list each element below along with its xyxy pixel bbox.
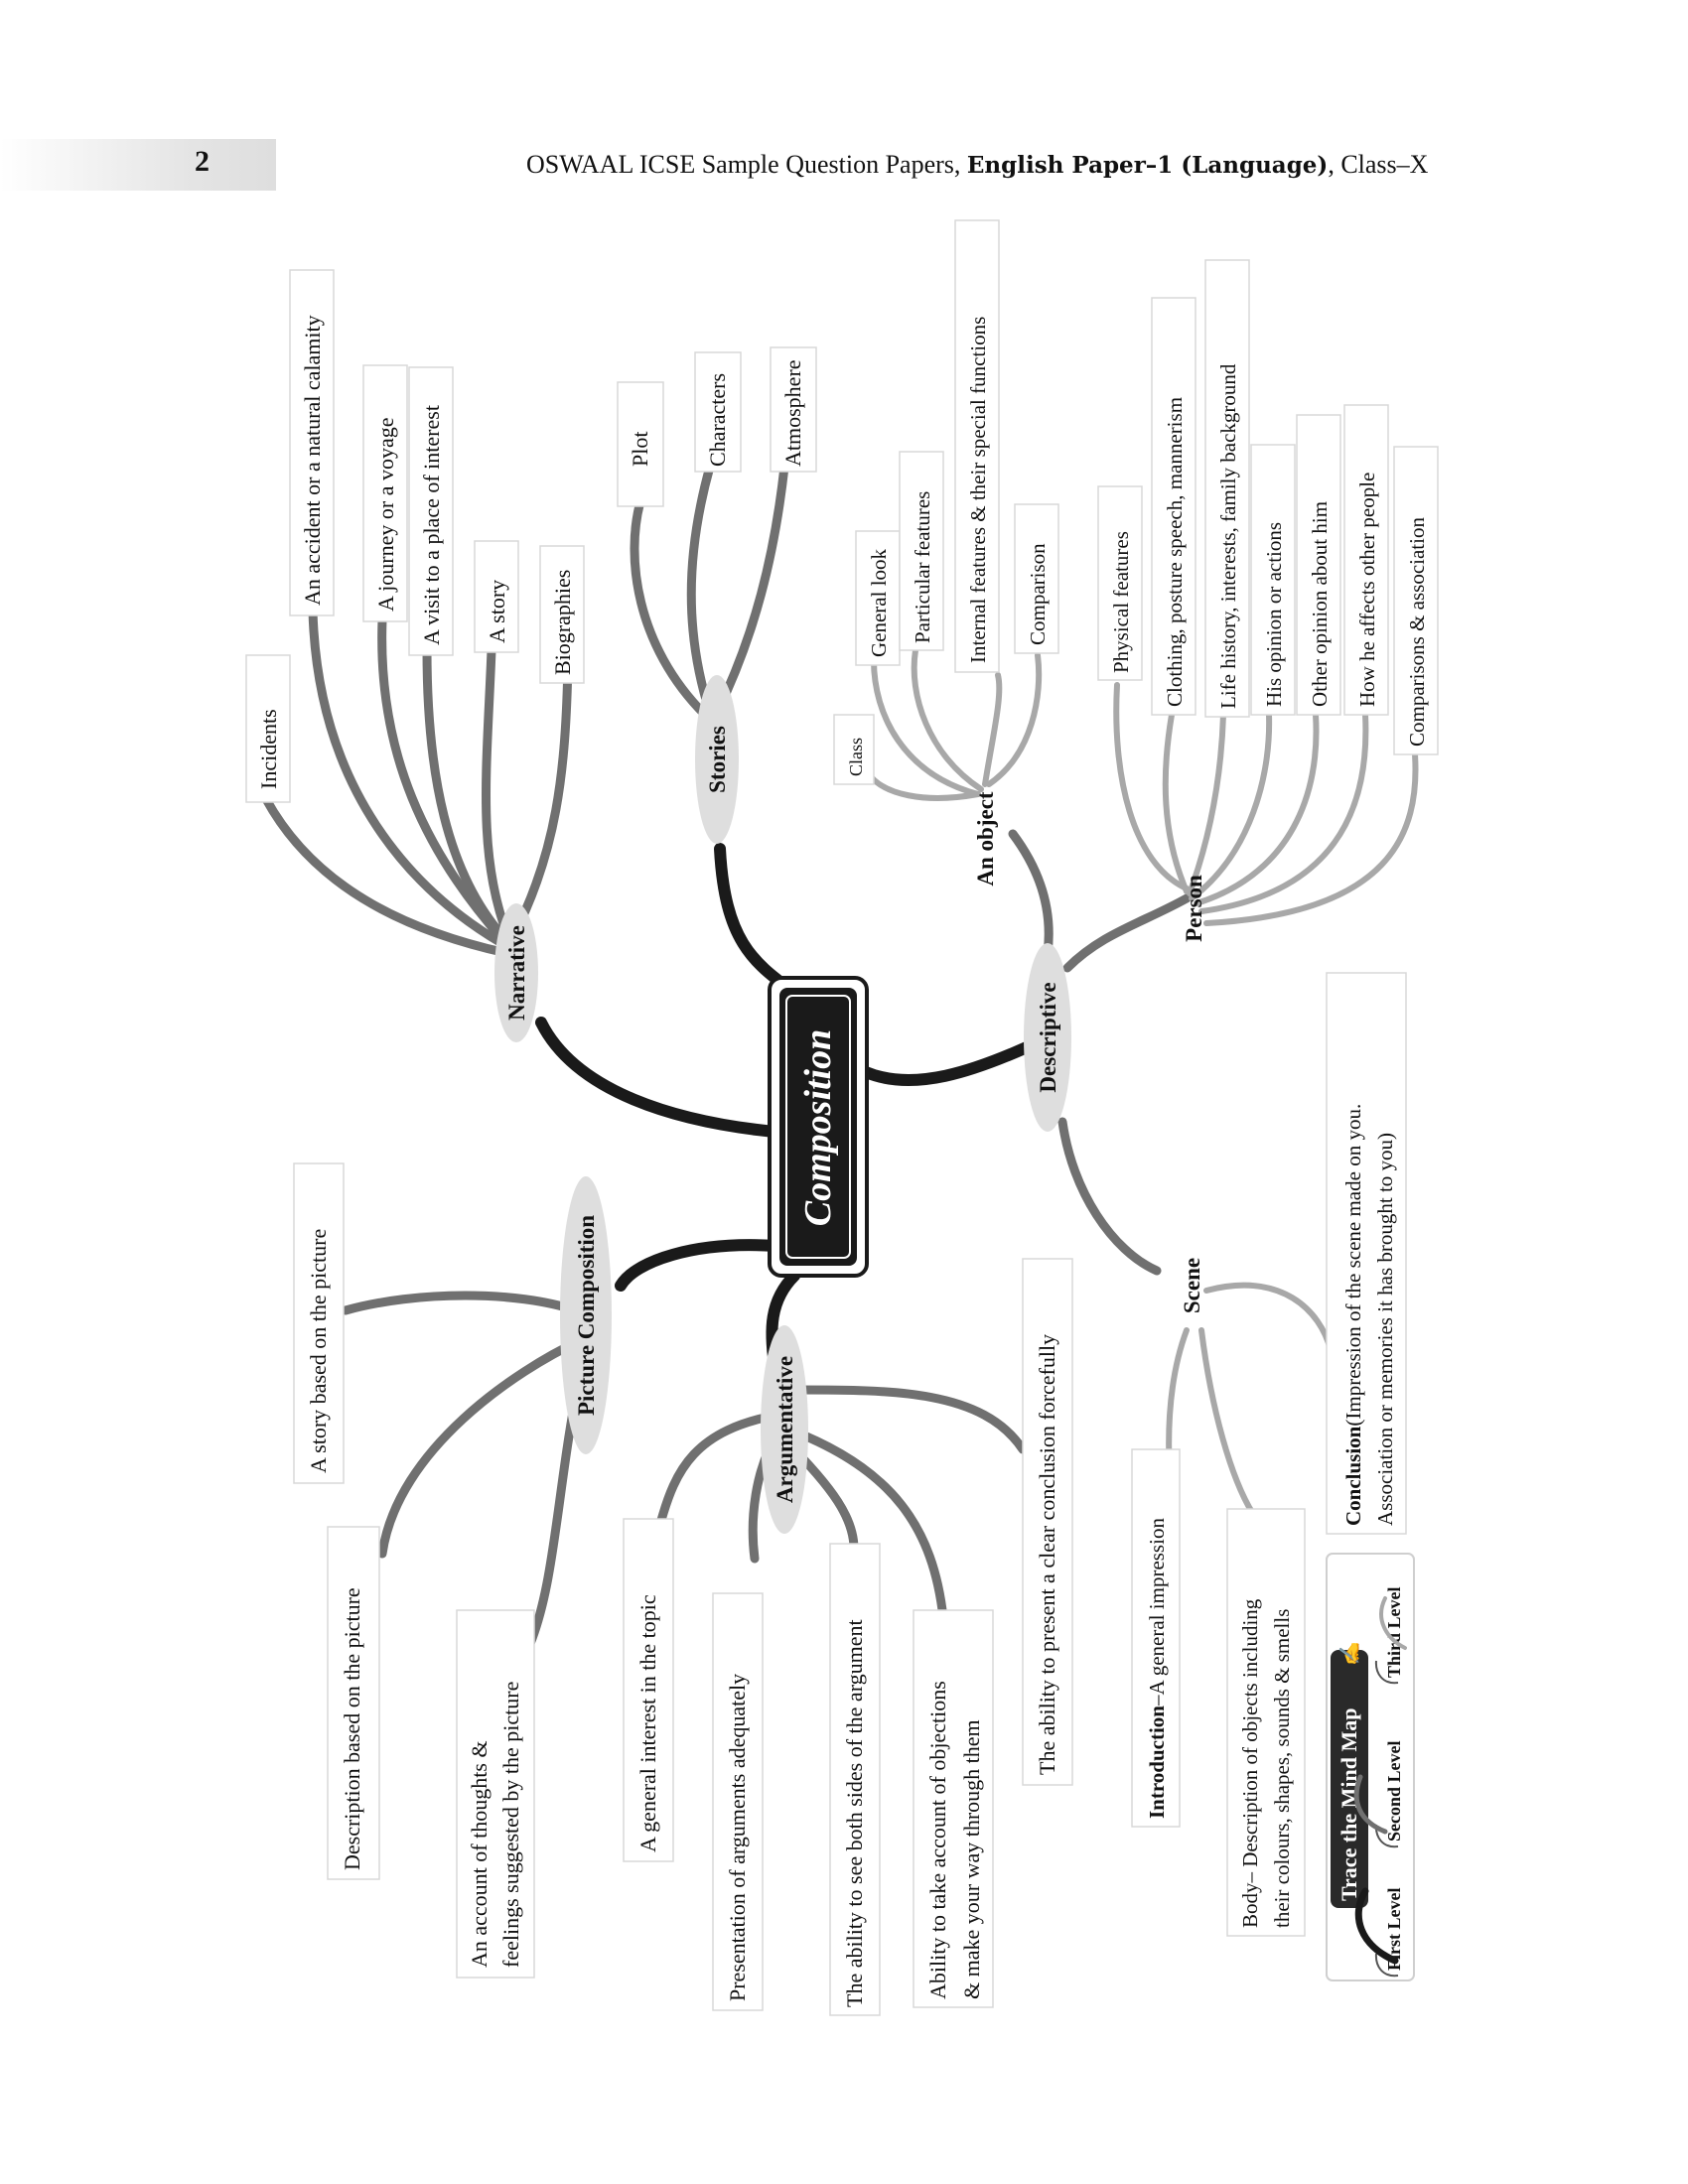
narrative-item-6: Biographies	[550, 569, 575, 675]
scene-body-line2: their colours, shapes, sounds & smells	[1270, 1608, 1294, 1928]
legend-third-label: Third Level	[1384, 1586, 1404, 1678]
center-label: Composition	[797, 1028, 839, 1227]
stories-item-1: Plot	[628, 431, 652, 467]
scene-conclusion-bold: Conclusion	[1341, 1426, 1365, 1526]
node-an-object	[973, 791, 998, 887]
argument-item-1: A general interest in the topic	[635, 1594, 660, 1852]
picture-composition-leaves	[294, 1163, 534, 1978]
picture-item-1: A story based on the picture	[306, 1228, 331, 1473]
person-item-4: His opinion or actions	[1262, 521, 1286, 707]
narrative-item-1: Incidents	[256, 709, 281, 789]
node-descriptive	[1024, 943, 1071, 1132]
page-number: 2	[195, 145, 210, 178]
argument-item-4: The ability to present a clear conclusion forcefully	[1035, 1333, 1059, 1775]
scene-introduction-bold: Introduction	[1145, 1706, 1169, 1819]
node-argumentative	[761, 1325, 808, 1534]
picture-item-2: Description based on the picture	[340, 1587, 364, 1870]
picture-account-line2: feelings suggested by the picture	[498, 1681, 523, 1968]
node-scene	[1180, 1258, 1204, 1313]
center-node	[770, 978, 867, 1276]
stories-label: Stories	[705, 726, 730, 793]
narrative-label: Narrative	[504, 925, 529, 1021]
node-stories	[695, 675, 739, 844]
header-prefix: OSWAAL ICSE Sample Question Papers,	[526, 150, 967, 179]
pen-icon: ✍	[1339, 1641, 1361, 1666]
scene-label: Scene	[1180, 1257, 1204, 1314]
stories-item-3: Atmosphere	[780, 359, 805, 467]
scene-body-line1: Body– Description of objects including	[1238, 1598, 1262, 1928]
argument-item-2: Presentation of arguments adequately	[725, 1673, 750, 2001]
person-item-5: Other opinion about him	[1308, 500, 1332, 707]
header-bold: English Paper–1 (Language)	[966, 152, 1329, 179]
narrative-item-3: A journey or a voyage	[373, 417, 398, 612]
argumentative-leaves	[624, 1259, 1072, 2015]
header-suffix: , Class–X	[1328, 150, 1429, 179]
legend-second-label: Second Level	[1384, 1740, 1404, 1842]
descriptive-label: Descriptive	[1036, 982, 1060, 1093]
node-narrative	[494, 903, 538, 1042]
scene-introduction-rest: –A general impression	[1145, 1518, 1169, 1706]
narrative-leaves	[246, 270, 584, 802]
node-picture-composition	[560, 1176, 612, 1454]
legend	[1327, 1554, 1414, 1980]
narrative-item-4: A visit to a place of interest	[419, 405, 444, 645]
person-label: Person	[1182, 875, 1206, 942]
scene-conclusion-line2: Association or memories it has brought to you)	[1373, 1132, 1397, 1526]
person-leaves	[1098, 260, 1438, 754]
an-object-leaves	[834, 220, 1058, 784]
scene-conclusion-line1	[1341, 1104, 1365, 1526]
scene-conclusion-rest: (Impression of the scene made on you.	[1341, 1103, 1365, 1427]
object-item-5: Comparison	[1026, 543, 1050, 645]
narrative-item-5: A story	[485, 579, 509, 643]
legend-first-label: First Level	[1384, 1887, 1404, 1971]
person-item-1: Physical features	[1109, 531, 1133, 673]
object-item-2: General look	[867, 548, 891, 657]
scene-introduction	[1145, 1518, 1169, 1819]
object-item-3: Particular features	[911, 490, 934, 643]
object-item-4: Internal features & their special functions	[966, 316, 990, 663]
narrative-item-2: An accident or a natural calamity	[300, 315, 325, 606]
person-item-3: Life history, interests, family background	[1216, 363, 1240, 709]
object-item-1: Class	[846, 737, 866, 776]
stories-item-2: Characters	[705, 372, 730, 467]
argument-objections-line2: & make your way through them	[959, 1719, 984, 1999]
person-item-6: How he affects other people	[1355, 472, 1379, 707]
picture-account-line1: An account of thoughts &	[467, 1740, 492, 1968]
legend-title: Trace the Mind Map	[1336, 1707, 1361, 1901]
argument-objections-line1: Ability to take account of objections	[925, 1681, 950, 1999]
person-item-2: Clothing, posture speech, mannerism	[1163, 396, 1187, 707]
node-person	[1182, 875, 1206, 942]
picture-composition-label: Picture Composition	[574, 1214, 599, 1417]
argumentative-label: Argumentative	[773, 1355, 797, 1504]
argument-item-3: The ability to see both sides of the argument	[842, 1619, 867, 2007]
an-object-label: An object	[973, 791, 998, 887]
person-item-7: Comparisons & association	[1405, 517, 1429, 747]
